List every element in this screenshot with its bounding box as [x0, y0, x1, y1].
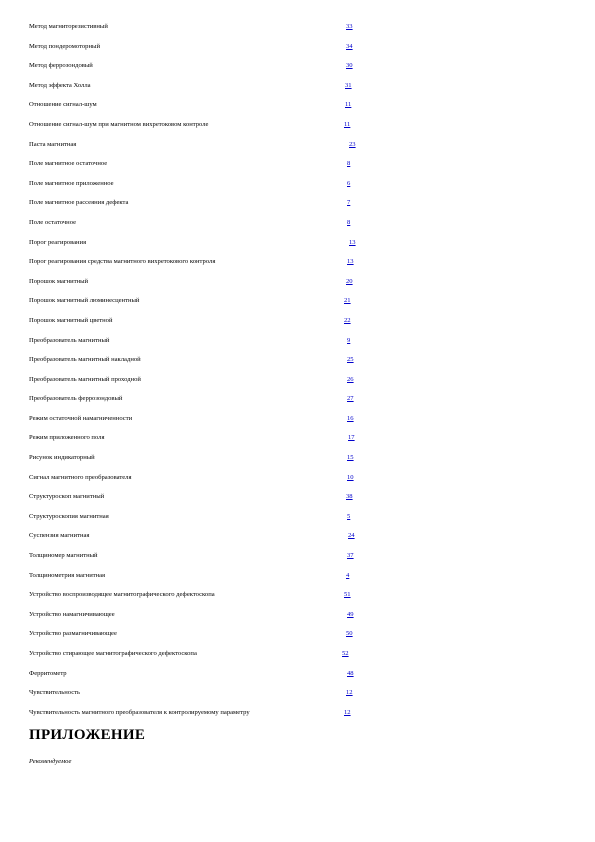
index-entry [29, 154, 369, 174]
index-entry [29, 448, 369, 468]
index-term: Метод пондеромоторный [29, 42, 100, 50]
index-entry [29, 585, 369, 605]
index-page-link[interactable]: 26 [347, 375, 354, 383]
index-entry [29, 409, 369, 429]
appendix-heading: ПРИЛОЖЕНИЕ [29, 727, 146, 743]
index-page-link[interactable]: 37 [347, 552, 354, 560]
index-page-link[interactable]: 33 [346, 23, 353, 30]
index-page-link[interactable]: 49 [347, 610, 354, 618]
index-page-link[interactable]: 11 [345, 101, 352, 109]
index-page-link[interactable]: 21 [344, 297, 351, 305]
index-page-link[interactable]: 11 [344, 120, 351, 128]
index-page-link[interactable]: 22 [344, 316, 351, 324]
index-entry [29, 526, 369, 546]
index-entry [29, 252, 369, 272]
index-term: Сигнал магнитного преобразователя [29, 473, 132, 481]
index-entry [29, 566, 369, 586]
index-page-link[interactable]: 12 [344, 708, 351, 716]
index-term: Поле остаточное [29, 218, 77, 226]
index-term: Метод эффекта Холла [29, 81, 91, 89]
index-entry [29, 311, 369, 331]
index-entry [29, 135, 369, 155]
index-page-link[interactable]: 34 [346, 42, 353, 50]
index-term: Поле магнитное рассеяния дефекта [29, 199, 129, 207]
index-entry [29, 76, 369, 96]
index-term: Чувствительность [29, 689, 81, 697]
index-entry [29, 546, 369, 566]
index-term: Суспензия магнитная [29, 532, 90, 540]
index-page-link[interactable]: 9 [347, 336, 351, 344]
index-page-link[interactable]: 25 [347, 356, 354, 364]
index-term: Поле магнитное приложенное [29, 179, 114, 187]
index-entry [29, 507, 369, 527]
index-page-link[interactable]: 20 [346, 277, 353, 285]
index-page-link[interactable]: 7 [347, 199, 351, 207]
index-term: Порошок магнитный люминесцентный [29, 297, 140, 305]
index-term: Устройство стирающее магнитографического дефектоскопа [29, 650, 197, 657]
index-page-link[interactable]: 23 [349, 140, 356, 148]
index-term: Порог реагирования [29, 238, 87, 246]
index-term: Метод феррозондовый [29, 62, 93, 70]
index-entry [29, 428, 369, 448]
index-page-link[interactable]: 4 [346, 571, 350, 579]
index-page-link[interactable]: 13 [347, 258, 354, 266]
index-term: Метод магниторезистивный [29, 23, 108, 30]
index-page-link[interactable]: 51 [344, 591, 351, 599]
index-entry [29, 664, 369, 684]
index-term: Преобразователь магнитный накладной [29, 356, 141, 364]
index-term: Преобразователь магнитный [29, 336, 110, 344]
index-entry [29, 350, 369, 370]
index-entry [29, 17, 369, 37]
index-term: Поле магнитное остаточное [29, 160, 108, 168]
index-entry [29, 291, 369, 311]
appendix-note: Рекомендуемое [29, 758, 72, 765]
index-term: Порошок магнитный цветной [29, 316, 113, 324]
index-term: Режим остаточной намагниченности [29, 414, 133, 422]
index-page-link[interactable]: 31 [345, 81, 352, 89]
index-page-link[interactable]: 10 [347, 473, 354, 481]
index-term: Устройство намагничивающее [29, 610, 115, 618]
index-term: Толщинометрия магнитная [29, 571, 106, 579]
index-entry [29, 56, 369, 76]
index-entry [29, 272, 369, 292]
index-page-link[interactable]: 12 [346, 689, 353, 697]
index-page-link[interactable]: 13 [349, 238, 356, 246]
index-term: Порошок магнитный [29, 277, 89, 285]
index-entry [29, 487, 369, 507]
index-page-link[interactable]: 24 [348, 532, 355, 540]
index-entry [29, 605, 369, 625]
index-term: Устройство размагничивающее [29, 630, 117, 638]
index-entry [29, 213, 369, 233]
index-entry [29, 389, 369, 409]
index-page-link[interactable]: 48 [347, 669, 354, 677]
index-entry [29, 233, 369, 253]
index-term: Устройство воспроизводящее магнитографического дефектоскопа [29, 591, 215, 599]
index-page-link[interactable]: 27 [347, 395, 354, 403]
index-term: Толщиномер магнитный [29, 552, 98, 560]
alphabetical-index [29, 17, 369, 722]
index-term: Преобразователь феррозондовый [29, 395, 123, 403]
index-entry [29, 95, 369, 115]
index-page-link[interactable]: 8 [347, 160, 351, 168]
index-term: Паста магнитная [29, 140, 77, 148]
index-entry [29, 370, 369, 390]
index-entry [29, 193, 369, 213]
index-term: Рисунок индикаторный [29, 454, 95, 462]
index-entry [29, 37, 369, 57]
index-term: Ферритометр [29, 669, 67, 677]
index-page-link[interactable]: 17 [348, 434, 355, 442]
index-page-link[interactable]: 15 [347, 454, 354, 462]
index-entry [29, 683, 369, 703]
index-entry [29, 331, 369, 351]
index-term: Преобразователь магнитный проходной [29, 375, 141, 383]
index-entry [29, 468, 369, 488]
index-page-link[interactable]: 30 [346, 62, 353, 70]
index-term: Порог реагирования средства магнитного вихретокового контроля [29, 258, 216, 266]
index-entry [29, 703, 369, 723]
index-entry [29, 624, 369, 644]
index-page-link[interactable]: 5 [347, 512, 351, 520]
index-page-link[interactable]: 6 [347, 179, 351, 187]
index-page-link[interactable]: 16 [347, 414, 354, 422]
index-term: Отношение сигнал-шум [29, 101, 97, 109]
index-entry [29, 644, 369, 664]
index-entry [29, 115, 369, 135]
index-term: Структуроскопия магнитная [29, 512, 109, 520]
index-term: Режим приложенного поля [29, 434, 105, 442]
index-page-link[interactable]: 52 [342, 650, 349, 657]
index-term: Отношение сигнал-шум при магнитном вихретоковом контроле [29, 120, 209, 128]
index-page-link[interactable]: 38 [346, 493, 353, 501]
index-entry [29, 174, 369, 194]
index-term: Структуроскоп магнитный [29, 493, 105, 501]
index-page-link[interactable]: 8 [347, 218, 351, 226]
index-term: Чувствительность магнитного преобразователя к контролируемому параметру [29, 708, 250, 716]
index-page-link[interactable]: 50 [346, 630, 353, 638]
